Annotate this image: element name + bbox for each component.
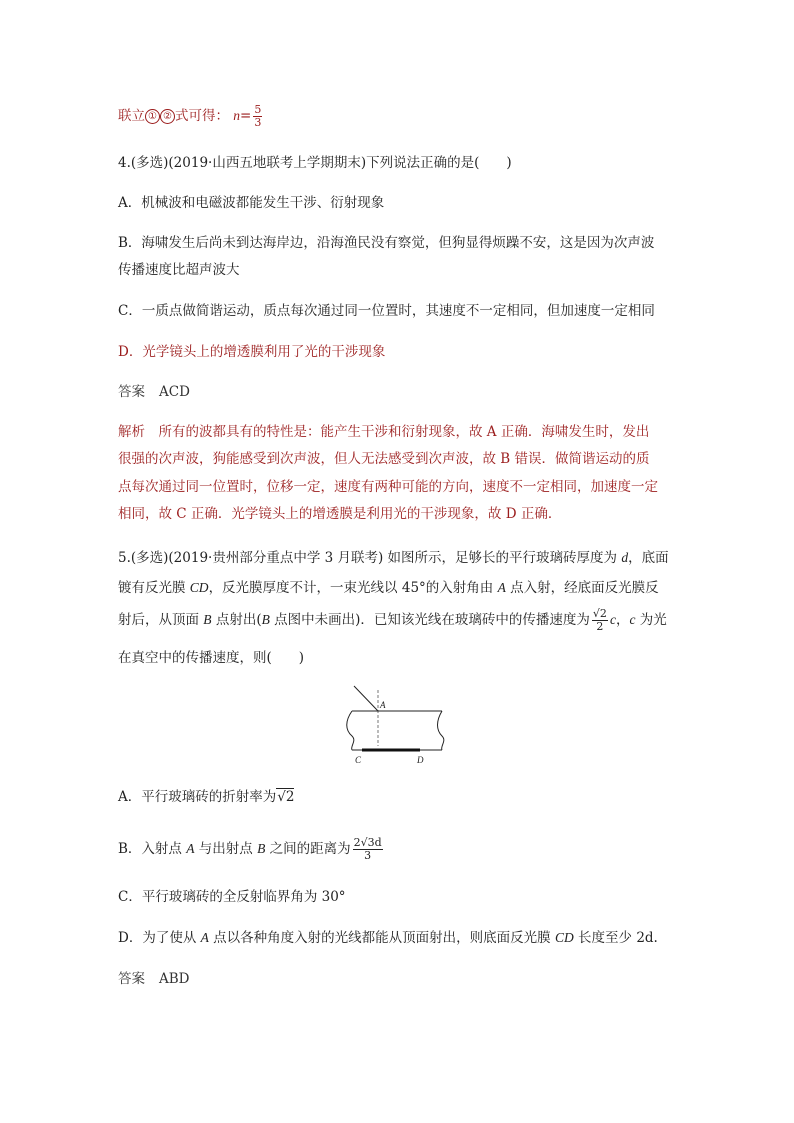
q5-stem-4: 在真空中的传播速度，则( ) bbox=[118, 650, 305, 666]
q4-answer bbox=[118, 383, 190, 401]
fraction-5-3 bbox=[253, 104, 262, 129]
var: d bbox=[621, 550, 629, 565]
text: D．为了使从 bbox=[118, 930, 201, 946]
text: A．平行玻璃砖的折射率为 bbox=[118, 789, 277, 805]
text: 5.(多选)(2019·贵州部分重点中学 3 月联考) 如图所示，足够长的平行玻璃砖厚度为 bbox=[118, 550, 622, 566]
var: CD bbox=[189, 580, 209, 595]
answer-value: ACD bbox=[159, 384, 190, 400]
var: A bbox=[497, 580, 506, 595]
text: 长度至少 2d. bbox=[573, 930, 658, 946]
q5-option-b bbox=[118, 834, 385, 864]
var-n: n bbox=[233, 108, 241, 123]
numerator: √2 bbox=[592, 607, 607, 620]
right-break bbox=[438, 711, 444, 750]
text: ，反光膜厚度不计，一束光线以 45°的入射角由 bbox=[208, 580, 498, 596]
incident-ray bbox=[354, 686, 378, 711]
text: 点以各种角度入射的光线都能从顶面射出，则底面反光膜 bbox=[208, 930, 555, 946]
text: 式可得： bbox=[175, 108, 229, 124]
label-c: C bbox=[355, 755, 362, 765]
text: B．入射点 bbox=[118, 841, 187, 857]
q5-stem-2 bbox=[118, 579, 659, 597]
text: ，底面 bbox=[628, 550, 669, 566]
text: 射后，从顶面 bbox=[118, 612, 204, 628]
denominator: 3 bbox=[364, 849, 372, 862]
numerator: 5 bbox=[254, 103, 262, 116]
text: 点图中未画出)．已知该光线在玻璃砖中的传播速度为 bbox=[269, 612, 590, 628]
q4-analysis-3: 点每次通过同一位置时，位移一定，速度有两种可能的方向，速度不一定相同，加速度一定 bbox=[118, 479, 658, 495]
text: 为光 bbox=[635, 612, 667, 628]
var: CD bbox=[554, 930, 574, 945]
glass-slab-figure bbox=[340, 684, 450, 766]
q5-option-a bbox=[118, 788, 294, 806]
q5-stem-1 bbox=[118, 549, 669, 567]
q5-option-d bbox=[118, 929, 658, 947]
q4-option-c: C．一质点做简谐运动，质点每次通过同一位置时，其速度不一定相同，但加速度一定相同 bbox=[118, 303, 655, 319]
var: A bbox=[186, 841, 195, 856]
text: 与出射点 bbox=[194, 841, 258, 857]
text: 点射出( bbox=[211, 612, 262, 628]
circled-1: ① bbox=[145, 109, 160, 124]
var: A bbox=[200, 930, 209, 945]
denominator: 3 bbox=[254, 116, 262, 129]
equals: = bbox=[240, 108, 252, 124]
sqrt-2: √2 bbox=[277, 789, 295, 805]
q5-stem-3 bbox=[118, 605, 667, 635]
q4-option-b-2: 传播速度比超声波大 bbox=[118, 262, 240, 278]
circled-2: ② bbox=[160, 109, 175, 124]
q4-option-a: A．机械波和电磁波都能发生干涉、衍射现象 bbox=[118, 195, 385, 211]
q4-option-b-1: B．海啸发生后尚未到达海岸边，沿海渔民没有察觉，但狗显得烦躁不安，这是因为次声波 bbox=[118, 235, 655, 251]
answer-label: 答案 bbox=[118, 971, 145, 987]
var: c bbox=[609, 612, 616, 627]
fraction-sqrt2-over-2 bbox=[592, 608, 608, 633]
q4-analysis-1: 解析 所有的波都具有的特性是：能产生干涉和衍射现象，故 A 正确．海啸发生时，发出 bbox=[118, 424, 650, 440]
var: B bbox=[257, 841, 266, 856]
fraction-2sqrt3d-over-3 bbox=[353, 837, 383, 862]
text: 镀有反光膜 bbox=[118, 580, 190, 596]
q4-analysis-4: 相同，故 C 正确．光学镜头上的增透膜是利用光的干涉现象，故 D 正确． bbox=[118, 506, 562, 522]
left-break bbox=[347, 711, 354, 750]
text: 联立 bbox=[118, 108, 145, 124]
text: ， bbox=[615, 612, 630, 628]
q4-stem: 4.(多选)(2019·山西五地联考上学期期末)下列说法正确的是( ) bbox=[118, 155, 512, 171]
answer-label: 答案 bbox=[118, 384, 145, 400]
denominator: 2 bbox=[596, 620, 604, 633]
text: 点入射，经底面反光膜反 bbox=[505, 580, 659, 596]
q5-option-c: C．平行玻璃砖的全反射临界角为 30° bbox=[118, 889, 346, 905]
label-d: D bbox=[417, 755, 424, 765]
q4-analysis-2: 很强的次声波，狗能感受到次声波，但人无法感受到次声波，故 B 错误．做简谐运动的质 bbox=[118, 451, 650, 467]
answer-value: ABD bbox=[159, 971, 190, 987]
var: B bbox=[261, 612, 270, 627]
carry-over-formula bbox=[118, 104, 264, 129]
var: B bbox=[203, 612, 212, 627]
q4-option-d: D．光学镜头上的增透膜利用了光的干涉现象 bbox=[118, 344, 386, 360]
numerator: 2√3d bbox=[353, 836, 382, 849]
q5-answer bbox=[118, 970, 190, 988]
var: c bbox=[629, 612, 636, 627]
label-a: A bbox=[380, 700, 386, 710]
text: 之间的距离为 bbox=[265, 841, 351, 857]
